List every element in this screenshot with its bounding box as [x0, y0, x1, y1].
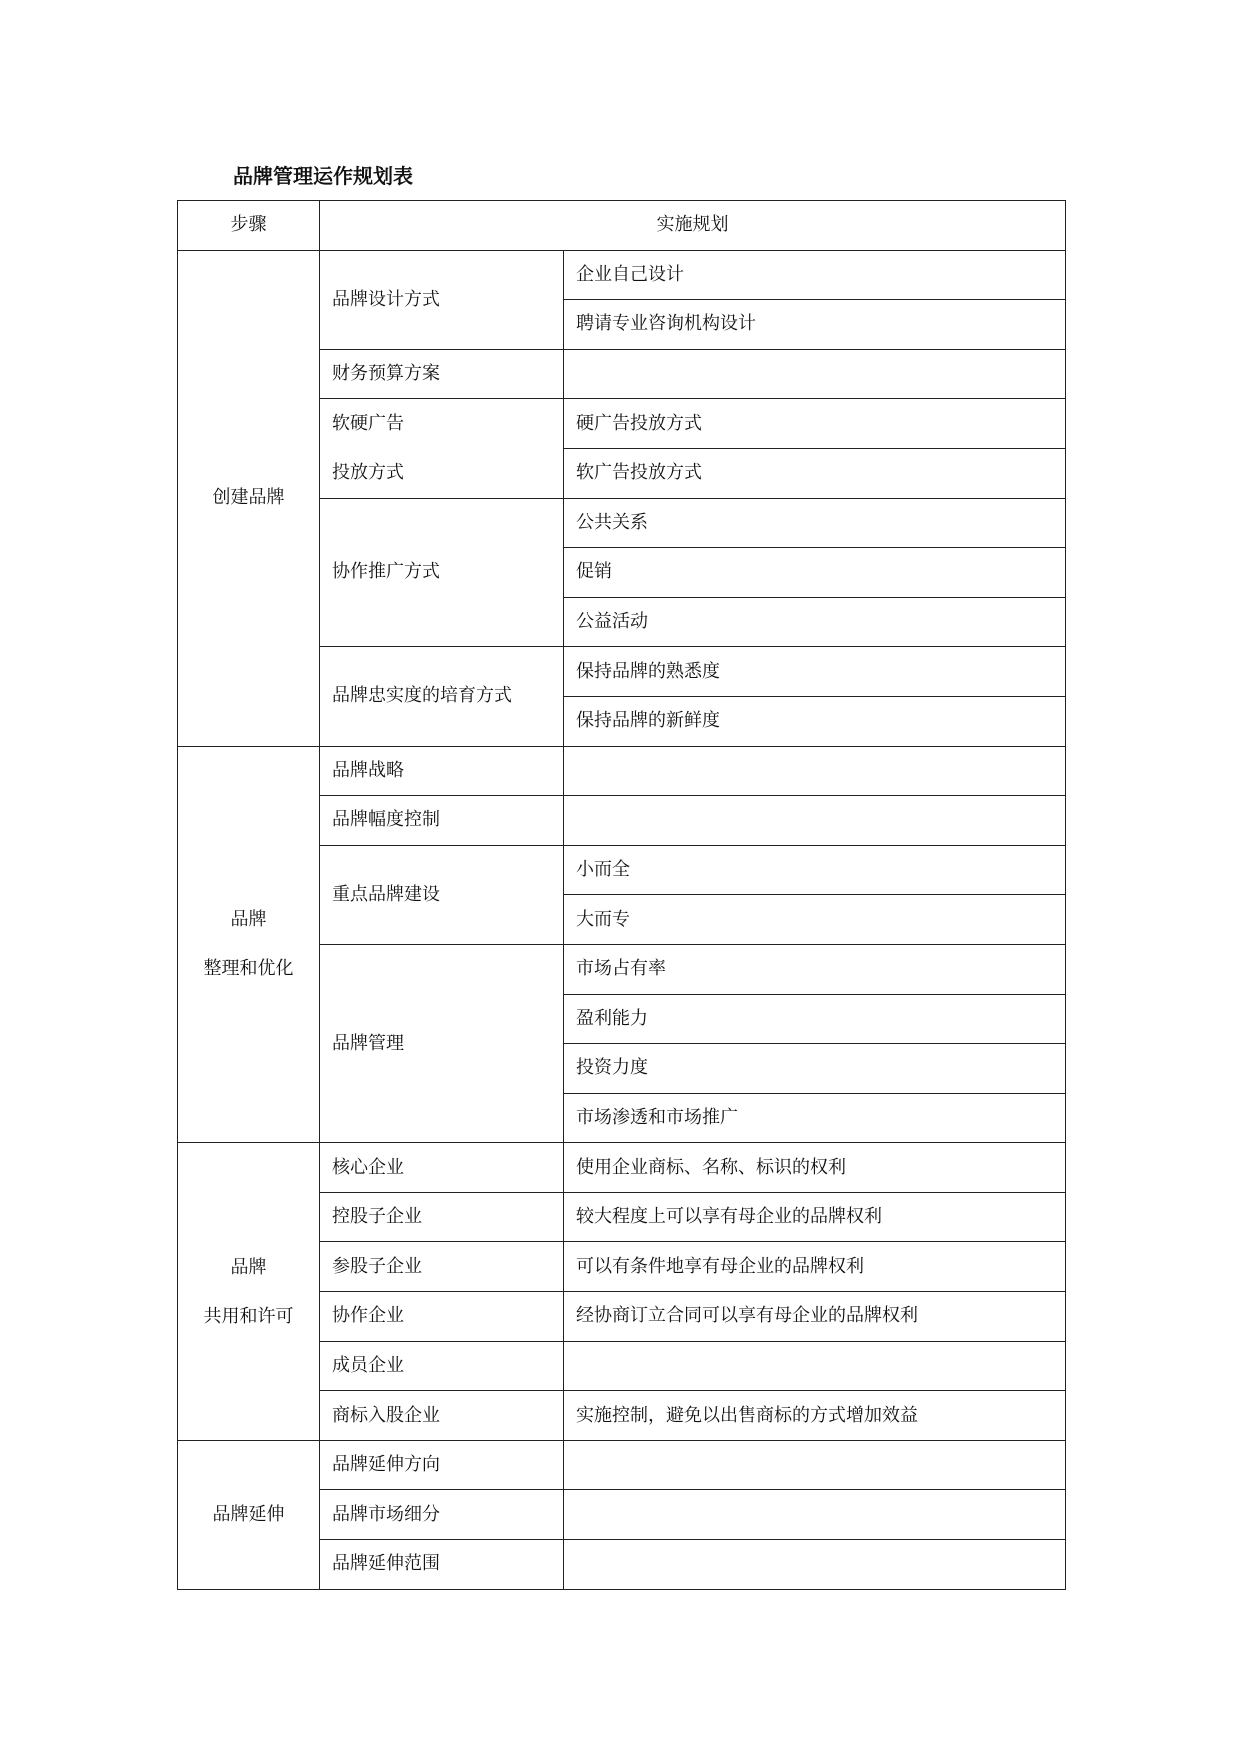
plan-detail-text: 使用企业商标、名称、标识的权利 — [576, 1156, 846, 1178]
step-cell — [178, 250, 320, 746]
plan-detail-cell — [564, 845, 1066, 895]
plan-detail-cell — [564, 1540, 1066, 1590]
plan-detail-cell — [564, 1143, 1066, 1193]
step-cell — [178, 746, 320, 1143]
plan-detail-text: 企业自己设计 — [576, 263, 684, 285]
plan-item-label: 品牌延伸范围 — [332, 1553, 440, 1575]
plan-item-label: 财务预算方案 — [332, 363, 440, 385]
plan-detail-cell — [564, 746, 1066, 796]
plan-item-cell — [320, 1192, 564, 1242]
plan-detail-text: 聘请专业咨询机构设计 — [576, 313, 756, 335]
plan-item-cell — [320, 250, 564, 349]
plan-item-cell — [320, 845, 564, 944]
table-row — [178, 250, 1066, 300]
plan-item-cell — [320, 1143, 564, 1193]
plan-item-label: 投放方式 — [332, 462, 404, 484]
plan-item-label: 协作企业 — [332, 1305, 404, 1327]
step-label: 品牌延伸 — [212, 1503, 285, 1525]
plan-item-cell — [320, 1490, 564, 1540]
plan-detail-text: 公益活动 — [576, 611, 648, 633]
step-cell — [178, 1143, 320, 1441]
plan-item-cell — [320, 498, 564, 647]
plan-detail-cell — [564, 300, 1066, 350]
plan-item-label: 重点品牌建设 — [332, 883, 440, 905]
plan-detail-text: 较大程度上可以享有母企业的品牌权利 — [576, 1206, 882, 1228]
plan-item-cell — [320, 1341, 564, 1391]
plan-detail-text: 市场渗透和市场推广 — [576, 1106, 738, 1128]
plan-item-label: 协作推广方式 — [332, 561, 440, 583]
plan-detail-text: 大而专 — [576, 908, 630, 930]
plan-detail-text: 保持品牌的新鲜度 — [576, 710, 720, 732]
plan-detail-text: 实施控制，避免以出售商标的方式增加效益 — [576, 1404, 918, 1426]
plan-detail-cell — [564, 696, 1066, 746]
plan-detail-cell — [564, 1044, 1066, 1094]
plan-detail-cell — [564, 944, 1066, 994]
plan-detail-text: 公共关系 — [576, 511, 648, 533]
plan-detail-text: 市场占有率 — [576, 958, 666, 980]
plan-detail-cell — [564, 1292, 1066, 1342]
plan-item-label: 参股子企业 — [332, 1255, 422, 1277]
plan-detail-cell — [564, 647, 1066, 697]
plan-detail-cell — [564, 498, 1066, 548]
plan-detail-cell — [564, 895, 1066, 945]
plan-detail-text: 软广告投放方式 — [576, 462, 702, 484]
plan-detail-cell — [564, 1490, 1066, 1540]
plan-item-cell — [320, 349, 564, 399]
plan-detail-cell — [564, 399, 1066, 449]
plan-item-label: 控股子企业 — [332, 1206, 422, 1228]
plan-item-label: 核心企业 — [332, 1156, 404, 1178]
plan-item-label: 品牌管理 — [332, 1032, 404, 1054]
plan-item-cell — [320, 1242, 564, 1292]
brand-plan-table — [177, 200, 1066, 1590]
step-label: 创建品牌 — [212, 487, 285, 509]
plan-detail-text: 保持品牌的熟悉度 — [576, 660, 720, 682]
plan-item-label: 软硬广告 — [332, 413, 404, 435]
plan-detail-text: 投资力度 — [576, 1057, 648, 1079]
document-title: 品牌管理运作规划表 — [233, 164, 413, 188]
plan-item-label: 商标入股企业 — [332, 1404, 440, 1426]
plan-detail-cell — [564, 597, 1066, 647]
plan-item-cell — [320, 796, 564, 846]
plan-detail-cell — [564, 448, 1066, 498]
plan-detail-cell — [564, 1341, 1066, 1391]
plan-item-cell — [320, 1440, 564, 1490]
plan-detail-cell — [564, 994, 1066, 1044]
plan-item-label: 品牌市场细分 — [332, 1503, 440, 1525]
header-plan: 实施规划 — [320, 201, 1066, 251]
plan-item-label: 品牌幅度控制 — [332, 809, 440, 831]
table-row — [178, 1440, 1066, 1490]
step-label: 共用和许可 — [203, 1305, 294, 1327]
plan-detail-cell — [564, 1192, 1066, 1242]
plan-detail-cell — [564, 1391, 1066, 1441]
plan-item-cell — [320, 1540, 564, 1590]
plan-item-cell — [320, 1292, 564, 1342]
step-cell — [178, 1440, 320, 1589]
plan-item-label: 品牌设计方式 — [332, 288, 440, 310]
plan-detail-text: 可以有条件地享有母企业的品牌权利 — [576, 1255, 864, 1277]
plan-detail-text: 促销 — [576, 561, 612, 583]
step-label: 品牌 — [230, 1256, 267, 1278]
plan-detail-text: 盈利能力 — [576, 1007, 648, 1029]
header-step: 步骤 — [178, 201, 320, 251]
table-row — [178, 746, 1066, 796]
plan-item-label: 成员企业 — [332, 1354, 404, 1376]
plan-item-cell — [320, 1391, 564, 1441]
plan-item-cell — [320, 746, 564, 796]
plan-item-cell — [320, 944, 564, 1142]
plan-item-label: 品牌战略 — [332, 759, 404, 781]
plan-detail-cell — [564, 548, 1066, 598]
plan-detail-cell — [564, 1242, 1066, 1292]
plan-item-cell — [320, 399, 564, 498]
step-label: 品牌 — [230, 909, 267, 931]
plan-detail-cell — [564, 1093, 1066, 1143]
plan-detail-text: 硬广告投放方式 — [576, 412, 702, 434]
plan-detail-cell — [564, 349, 1066, 399]
step-label: 整理和优化 — [203, 958, 294, 980]
plan-item-cell — [320, 647, 564, 746]
table-body — [178, 201, 1066, 1590]
plan-detail-cell — [564, 1440, 1066, 1490]
plan-item-label: 品牌延伸方向 — [332, 1454, 440, 1476]
table-header-row — [178, 201, 1066, 251]
plan-detail-cell — [564, 250, 1066, 300]
plan-detail-cell — [564, 796, 1066, 846]
table-row — [178, 1143, 1066, 1193]
plan-detail-text: 经协商订立合同可以享有母企业的品牌权利 — [576, 1305, 918, 1327]
plan-detail-text: 小而全 — [576, 859, 630, 881]
plan-item-label: 品牌忠实度的培育方式 — [332, 685, 512, 707]
